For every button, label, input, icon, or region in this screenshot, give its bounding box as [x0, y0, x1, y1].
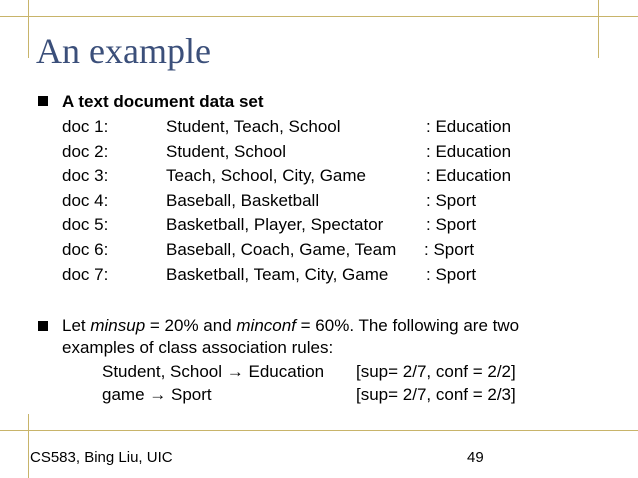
doc-class: : Education — [426, 117, 512, 136]
doc-words: Baseball, Coach, Game, Team — [166, 240, 397, 259]
doc-id: doc 4: — [62, 191, 109, 210]
page-number: 49 — [467, 449, 484, 466]
doc-words: Basketball, Team, City, Game — [166, 265, 389, 284]
doc-id: doc 2: — [62, 142, 109, 161]
top-rule — [0, 16, 638, 17]
bullet-square-icon — [38, 96, 48, 106]
bullet-1-text: A text document data set — [62, 92, 264, 111]
bottom-rule — [0, 430, 638, 431]
doc-id: doc 6: — [62, 240, 109, 259]
doc-id: doc 3: — [62, 166, 109, 185]
doc-words: Basketball, Player, Spectator — [166, 215, 384, 234]
footer-course: CS583, Bing Liu, UIC — [30, 449, 173, 466]
doc-words: Teach, School, City, Game — [166, 166, 366, 185]
minsup-term: minsup — [90, 316, 146, 335]
rule-rhs: Education — [248, 362, 325, 381]
slide-title: An example — [36, 31, 211, 71]
doc-class: : Sport — [426, 191, 477, 210]
rule-lhs: game — [102, 385, 145, 404]
minconf-value-text: = 60%. The following are two — [295, 316, 520, 335]
doc-id: doc 7: — [62, 265, 109, 284]
doc-class: : Sport — [426, 265, 477, 284]
doc-words: Student, School — [166, 142, 287, 161]
let-text: Let — [62, 316, 91, 335]
doc-id: doc 5: — [62, 215, 109, 234]
right-arrow-icon: → — [149, 385, 167, 404]
bullet-2-line-1 — [62, 316, 519, 336]
doc-class: : Sport — [424, 240, 475, 259]
right-arrow-icon: → — [226, 362, 244, 381]
rule-1-stats: [sup= 2/7, conf = 2/2] — [356, 362, 516, 381]
doc-words: Student, Teach, School — [166, 117, 341, 136]
rule-lhs: Student, School — [102, 362, 223, 381]
doc-class: : Education — [426, 166, 512, 185]
rule-2 — [102, 385, 212, 405]
top-right-tick — [598, 0, 599, 58]
bullet-square-icon — [38, 321, 48, 331]
top-left-tick — [28, 0, 29, 58]
doc-class: : Education — [426, 142, 512, 161]
doc-words: Baseball, Basketball — [166, 191, 320, 210]
minsup-value-text: = 20% and — [145, 316, 237, 335]
doc-class: : Sport — [426, 215, 477, 234]
rule-rhs: Sport — [171, 385, 212, 404]
minconf-term: minconf — [236, 316, 296, 335]
rule-2-stats: [sup= 2/7, conf = 2/3] — [356, 385, 516, 404]
doc-id: doc 1: — [62, 117, 109, 136]
bullet-2-line-2: examples of class association rules: — [62, 338, 334, 357]
rule-1 — [102, 362, 324, 382]
bottom-left-tick — [28, 414, 29, 478]
